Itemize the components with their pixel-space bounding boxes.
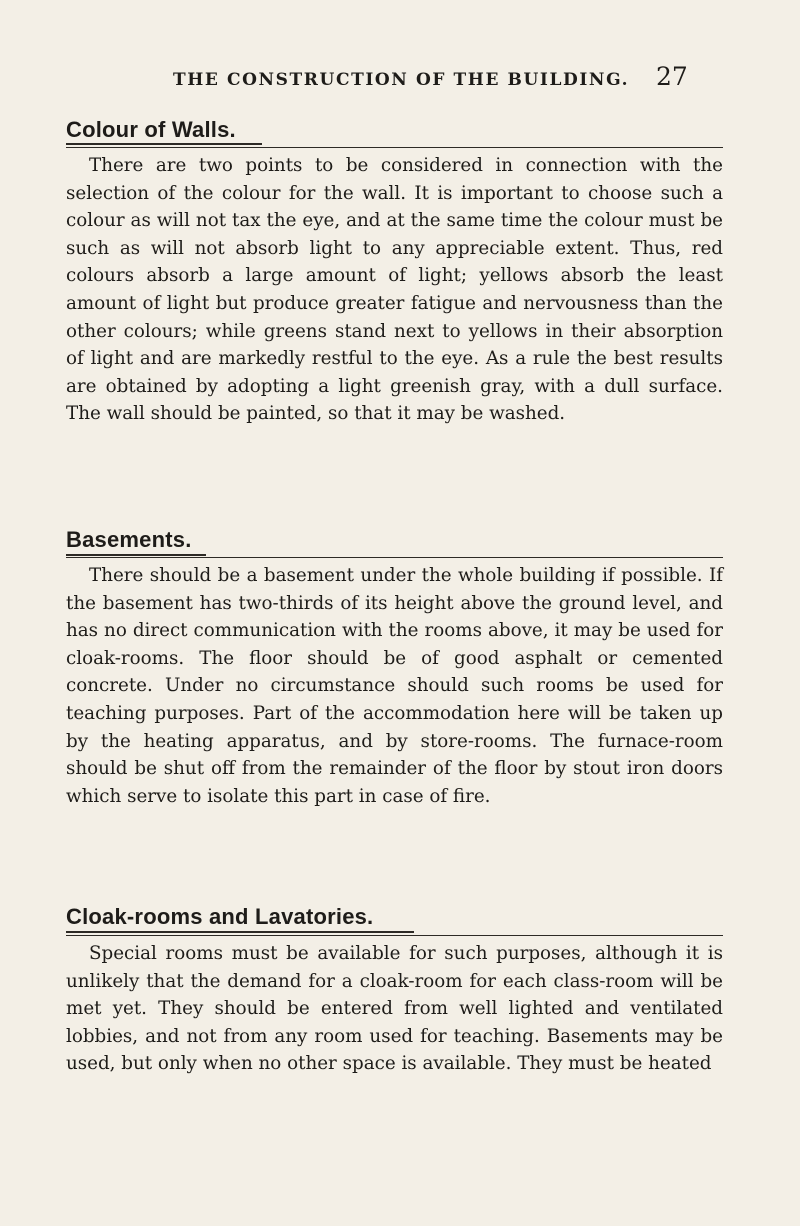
heading-rule-bottom [66,557,723,558]
heading-rule-top [66,143,262,145]
section-basements [66,525,723,555]
paragraph-cloak-rooms: Special rooms must be available for such purposes, although it is unlikely that the demand for a cloak-room for each class-room will be met yet. They should be entered from well lighted and ventilated lobbies, and not from any room used for teaching. Basements may be used, but only when no other space is available. They must be heated [66,943,723,1075]
running-head: THE CONSTRUCTION OF THE BUILDING. [173,70,630,90]
section-colour-of-walls [66,115,723,145]
section-heading: Colour of Walls. [66,117,236,142]
section-body [66,940,723,1078]
paragraph-basements: There should be a basement under the whole building if possible. If the basement has two-thirds of its height above the ground level, and has no direct communication with the rooms above, it may be used for cloak-rooms. The floor should be of good asphalt or cemented concrete. Under no circumstance should such rooms be used for teaching purposes. Part of the accommodation here will be taken up by the heating apparatus, and by store-rooms. The furnace-room should be shut off from the remainder of the floor by stout iron doors which serve to isolate this part in case of fire. [66,565,723,807]
section-heading: Cloak-rooms and Lavatories. [66,904,374,929]
heading-rule-bottom [66,935,723,936]
heading-rule-bottom [66,147,723,148]
section-body [66,152,723,428]
page-number: 27 [656,62,688,91]
heading-rule-top [66,554,206,556]
section-body [66,562,723,810]
heading-rule-top [66,931,414,933]
section-heading: Basements. [66,527,192,552]
paragraph-colour-of-walls: There are two points to be considered in connection with the selection of the colour for the wall. It is important to choose such a colour as will not tax the eye, and at the same time the colour must be such as will not absorb light to any appreciable extent. Thus, red colours absorb a large amount of light; yellows absorb the least amount of light but produce greater fatigue and nervousness than the other colours; while greens stand next to yellows in their absorption of light and are markedly restful to the eye. As a rule the best results are obtained by adopting a light greenish gray, with a dull surface. The wall should be painted, so that it may be washed. [66,155,723,425]
section-cloak-rooms [66,902,723,932]
